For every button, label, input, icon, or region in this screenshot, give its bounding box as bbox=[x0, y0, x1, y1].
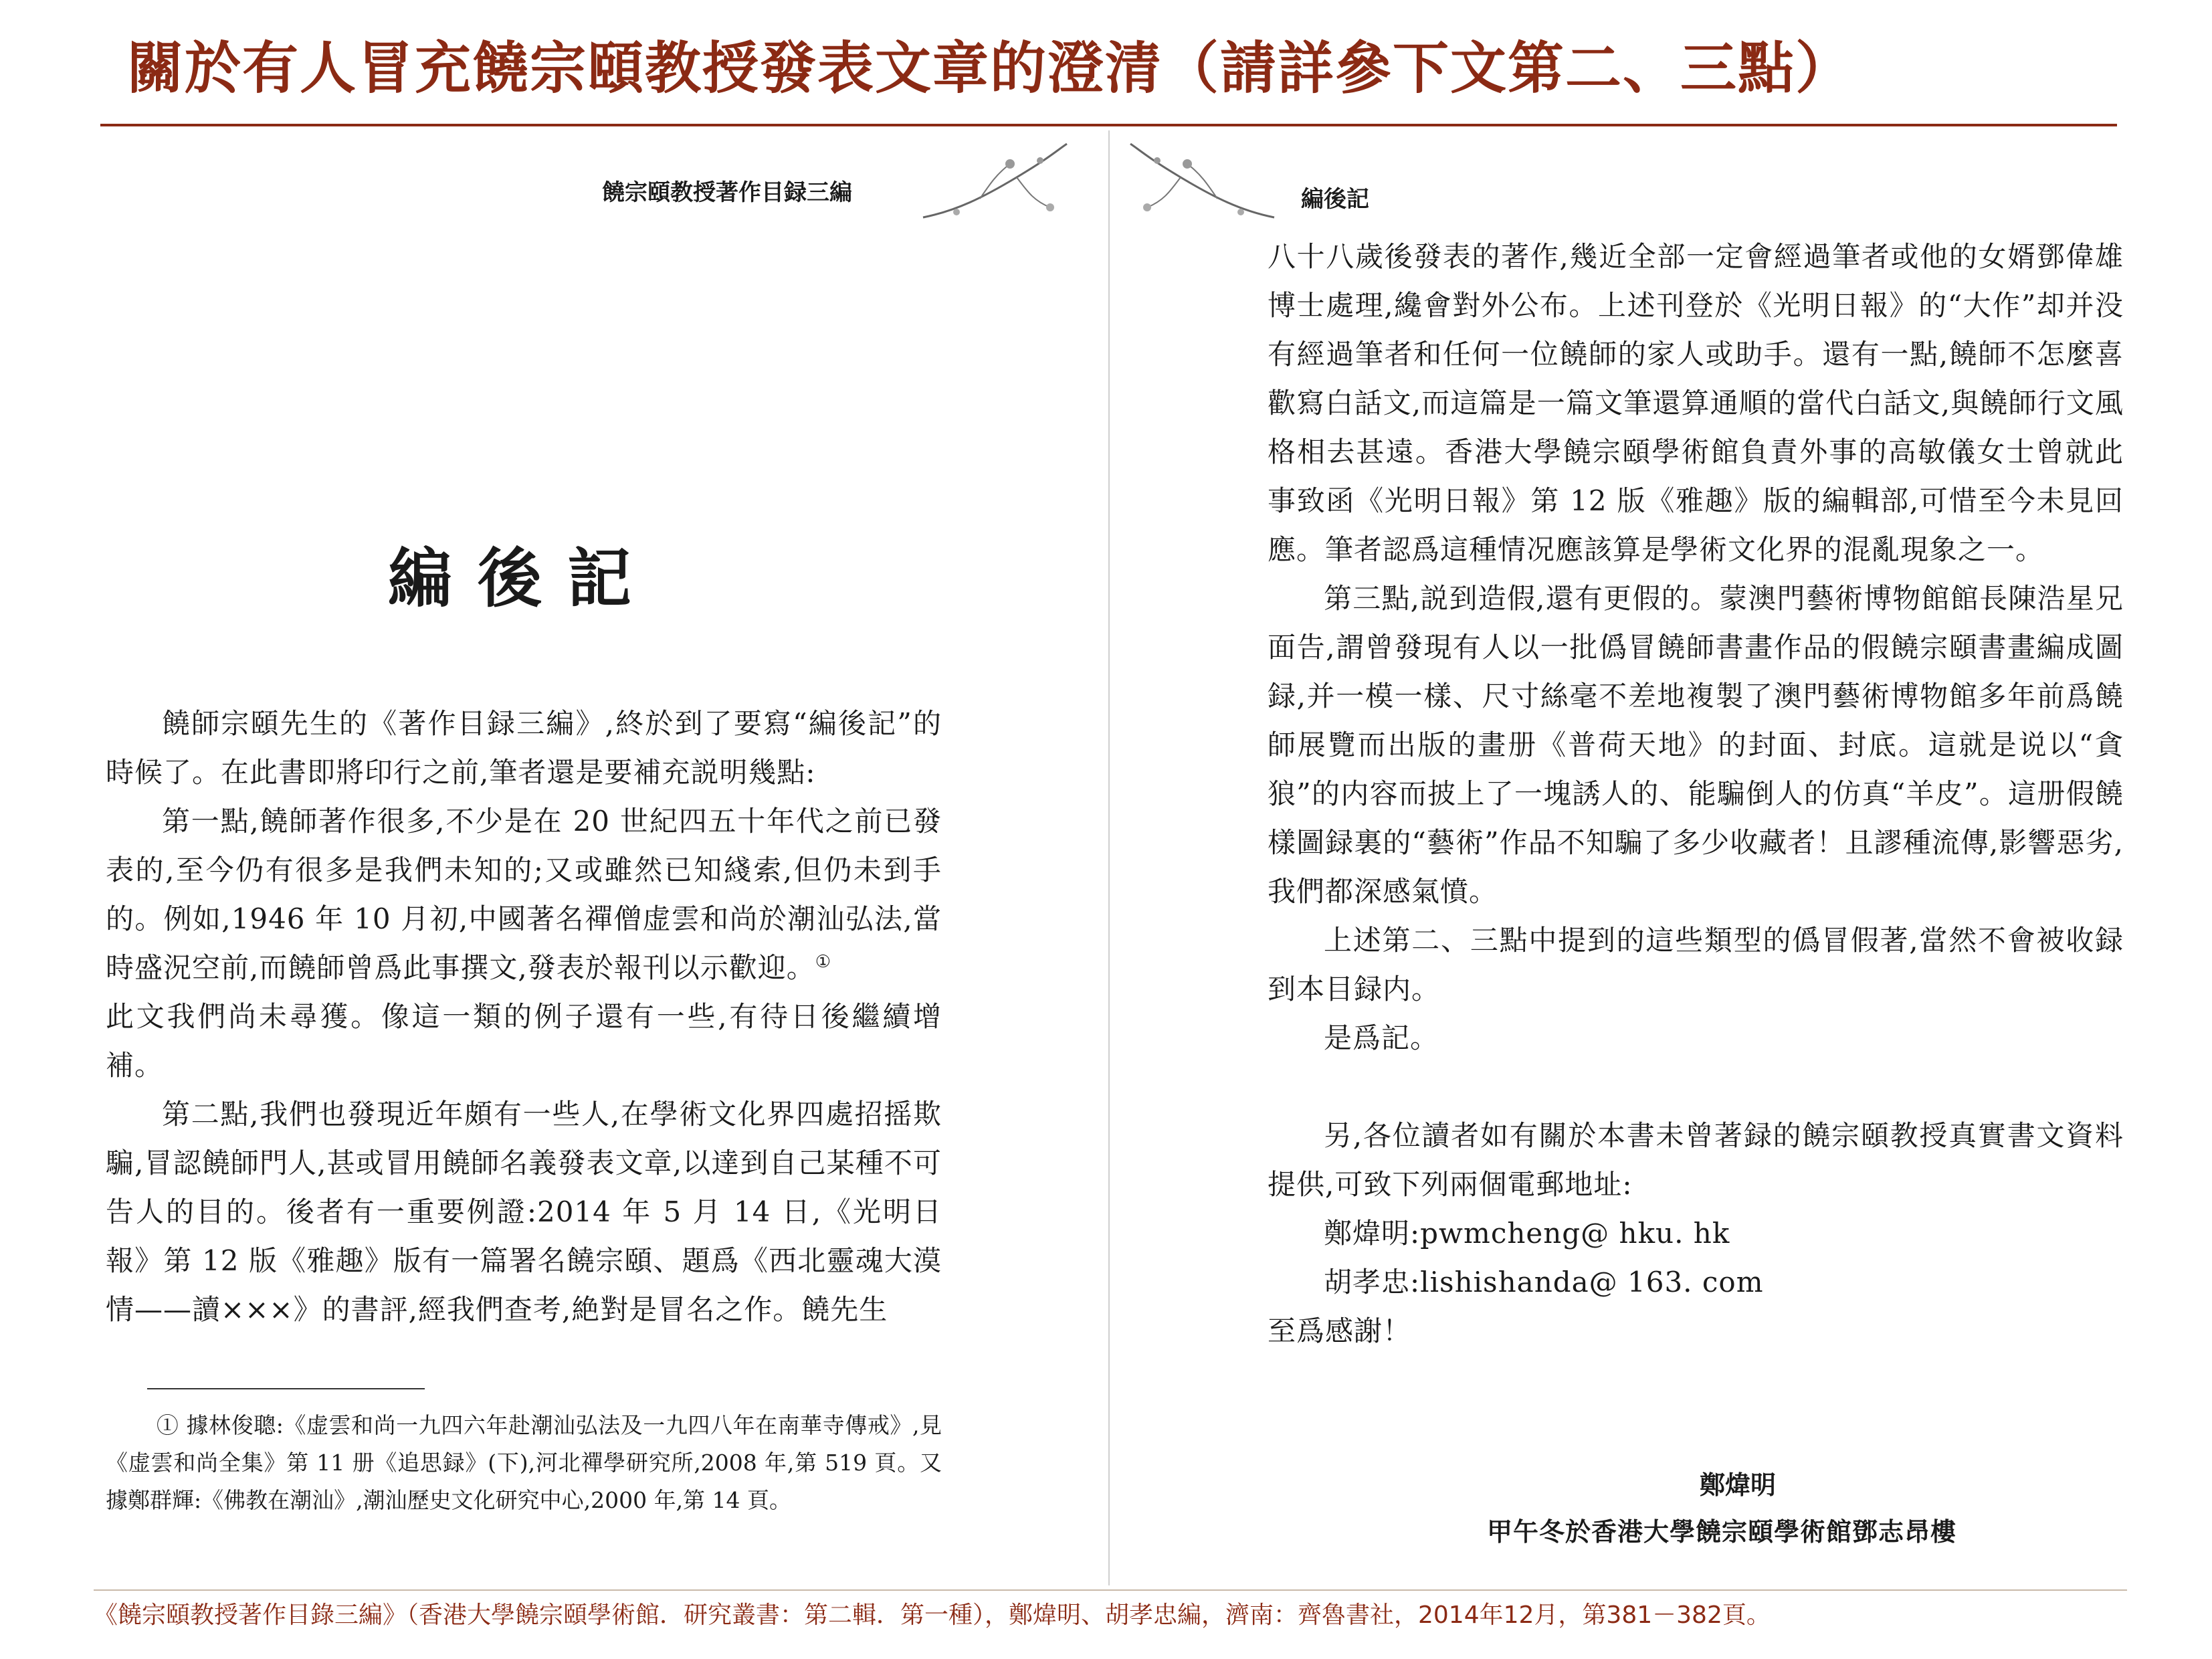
paragraph: 上述第二、三點中提到的這些類型的僞冒假著,當然不會被收録到本目録内。 bbox=[1268, 924, 2124, 1005]
citation-divider bbox=[94, 1589, 2127, 1591]
signature-block bbox=[1487, 1462, 1956, 1555]
footnote-divider bbox=[147, 1388, 425, 1389]
page-gutter bbox=[1108, 130, 1110, 1585]
plum-blossom-branch-icon bbox=[1127, 137, 1281, 237]
paragraph bbox=[106, 797, 942, 992]
email-contact[interactable]: 胡孝忠:lishishanda@ 163. com bbox=[1324, 1266, 1764, 1298]
paragraph: 第三點,説到造假,還有更假的。蒙澳門藝術博物館館長陳浩星兄面告,謂曾發現有人以一批僞冒饒師書畫作品的假饒宗頤書畫編成圖録,并一模一樣、尺寸絲毫不差地複製了澳門藝術博物館多年前爲饒師展覽而出版的畫册《普荷天地》的封面、封底。這就是说以“貪狼”的内容而披上了一塊誘人的、能騙倒人的仿真“羊皮”。這册假饒樣圖録裏的“藝術”作品不知騙了多少收藏者！且謬種流傳,影響惡劣,我們都深感氣憤。 bbox=[1268, 582, 2124, 908]
chapter-title: 編後記 bbox=[388, 541, 657, 616]
left-body-text bbox=[106, 699, 942, 1519]
paragraph-gap bbox=[1268, 1062, 2124, 1111]
left-running-head: 饒宗頤教授著作目録三編 bbox=[602, 179, 852, 206]
paragraph: 饒師宗頤先生的《著作目録三編》,終於到了要寫“編後記”的時候了。在此書即將印行之前,筆者還是要補充説明幾點: bbox=[106, 707, 942, 789]
date-place: 甲午冬於香港大學饒宗頤學術館鄧志昂樓 bbox=[1486, 1517, 1956, 1547]
right-running-head: 編後記 bbox=[1301, 186, 1369, 213]
paragraph: 八十八歲後發表的著作,幾近全部一定會經過筆者或他的女婿鄧偉雄博士處理,纔會對外公布。上述刊登於《光明日報》的“大作”却并没有經過筆者和任何一位饒師的家人或助手。還有一點,饒師不怎麼喜歡寫白話文,而這篇是一篇文筆還算通順的當代白話文,與饒師行文風格相去甚遠。香港大學饒宗頤學術館負責外事的高敏儀女士曾就此事致函《光明日報》第 12 版《雅趣》版的編輯部,可惜至今未見回應。筆者認爲這種情况應該算是學術文化界的混亂現象之一。 bbox=[1268, 240, 2124, 566]
email-contact[interactable]: 鄭煒明:pwmcheng@ hku. hk bbox=[1324, 1217, 1730, 1250]
right-body-text bbox=[1268, 232, 2124, 1443]
banner-title: 關於有人冒充饒宗頤教授發表文章的澄清（請詳參下文第二、三點） bbox=[127, 35, 1853, 101]
banner-divider bbox=[100, 124, 2117, 126]
paragraph: 是爲記。 bbox=[1324, 1021, 1439, 1054]
left-page bbox=[94, 130, 1104, 1585]
footnote: ① 據林俊聰:《虚雲和尚一九四六年赴潮汕弘法及一九四八年在南華寺傳戒》,見《虚雲和尚全集》第 11 册《追思録》(下),河北禪學研究所,2008 年,第 519 頁。又據鄭群輝:《佛教在潮汕》,潮汕歷史文化研究中心,2000 年,第 14 頁。 bbox=[106, 1412, 942, 1513]
paragraph-text: 第一點,饒師著作很多,不少是在 20 世紀四五十年代之前已發表的,至今仍有很多是我們未知的;又或雖然已知綫索,但仍未到手的。例如,1946 年 10 月初,中國著名禪僧虚雲和尚於潮汕弘法,當時盛況空前,而饒師曾爲此事撰文,發表於報刊以示歡迎。 bbox=[106, 805, 942, 984]
paragraph: 至爲感謝！ bbox=[1268, 1314, 1412, 1347]
right-page bbox=[1114, 130, 2130, 1585]
paragraph: 此文我們尚未尋獲。像這一類的例子還有一些,有待日後繼續增補。 bbox=[106, 1000, 942, 1082]
footnote-marker[interactable]: ① bbox=[815, 952, 832, 972]
paragraph: 另,各位讀者如有關於本書未曾著録的饒宗頤教授真實書文資料提供,可致下列兩個電郵地址: bbox=[1268, 1119, 2124, 1201]
source-citation: 《饒宗頤教授著作目錄三編》（香港大學饒宗頤學術館．研究叢書：第二輯．第一種），鄭煒明、胡孝忠編，濟南：齊魯書社，2014年12月，第381－382頁。 bbox=[94, 1601, 1771, 1629]
paragraph: 第二點,我們也發現近年頗有一些人,在學術文化界四處招摇欺騙,冒認饒師門人,甚或冒用饒師名義發表文章,以達到自己某種不可告人的目的。後者有一重要例證:2014 年 5 月 14 日,《光明日報》第 12 版《雅趣》版有一篇署名饒宗頤、題爲《西北靈魂大漠情——讀×××》的書評,經我們查考,絶對是冒名之作。饒先生 bbox=[106, 1098, 942, 1326]
author-signature: 鄭煒明 bbox=[1699, 1470, 1776, 1500]
plum-blossom-branch-icon bbox=[916, 137, 1070, 237]
